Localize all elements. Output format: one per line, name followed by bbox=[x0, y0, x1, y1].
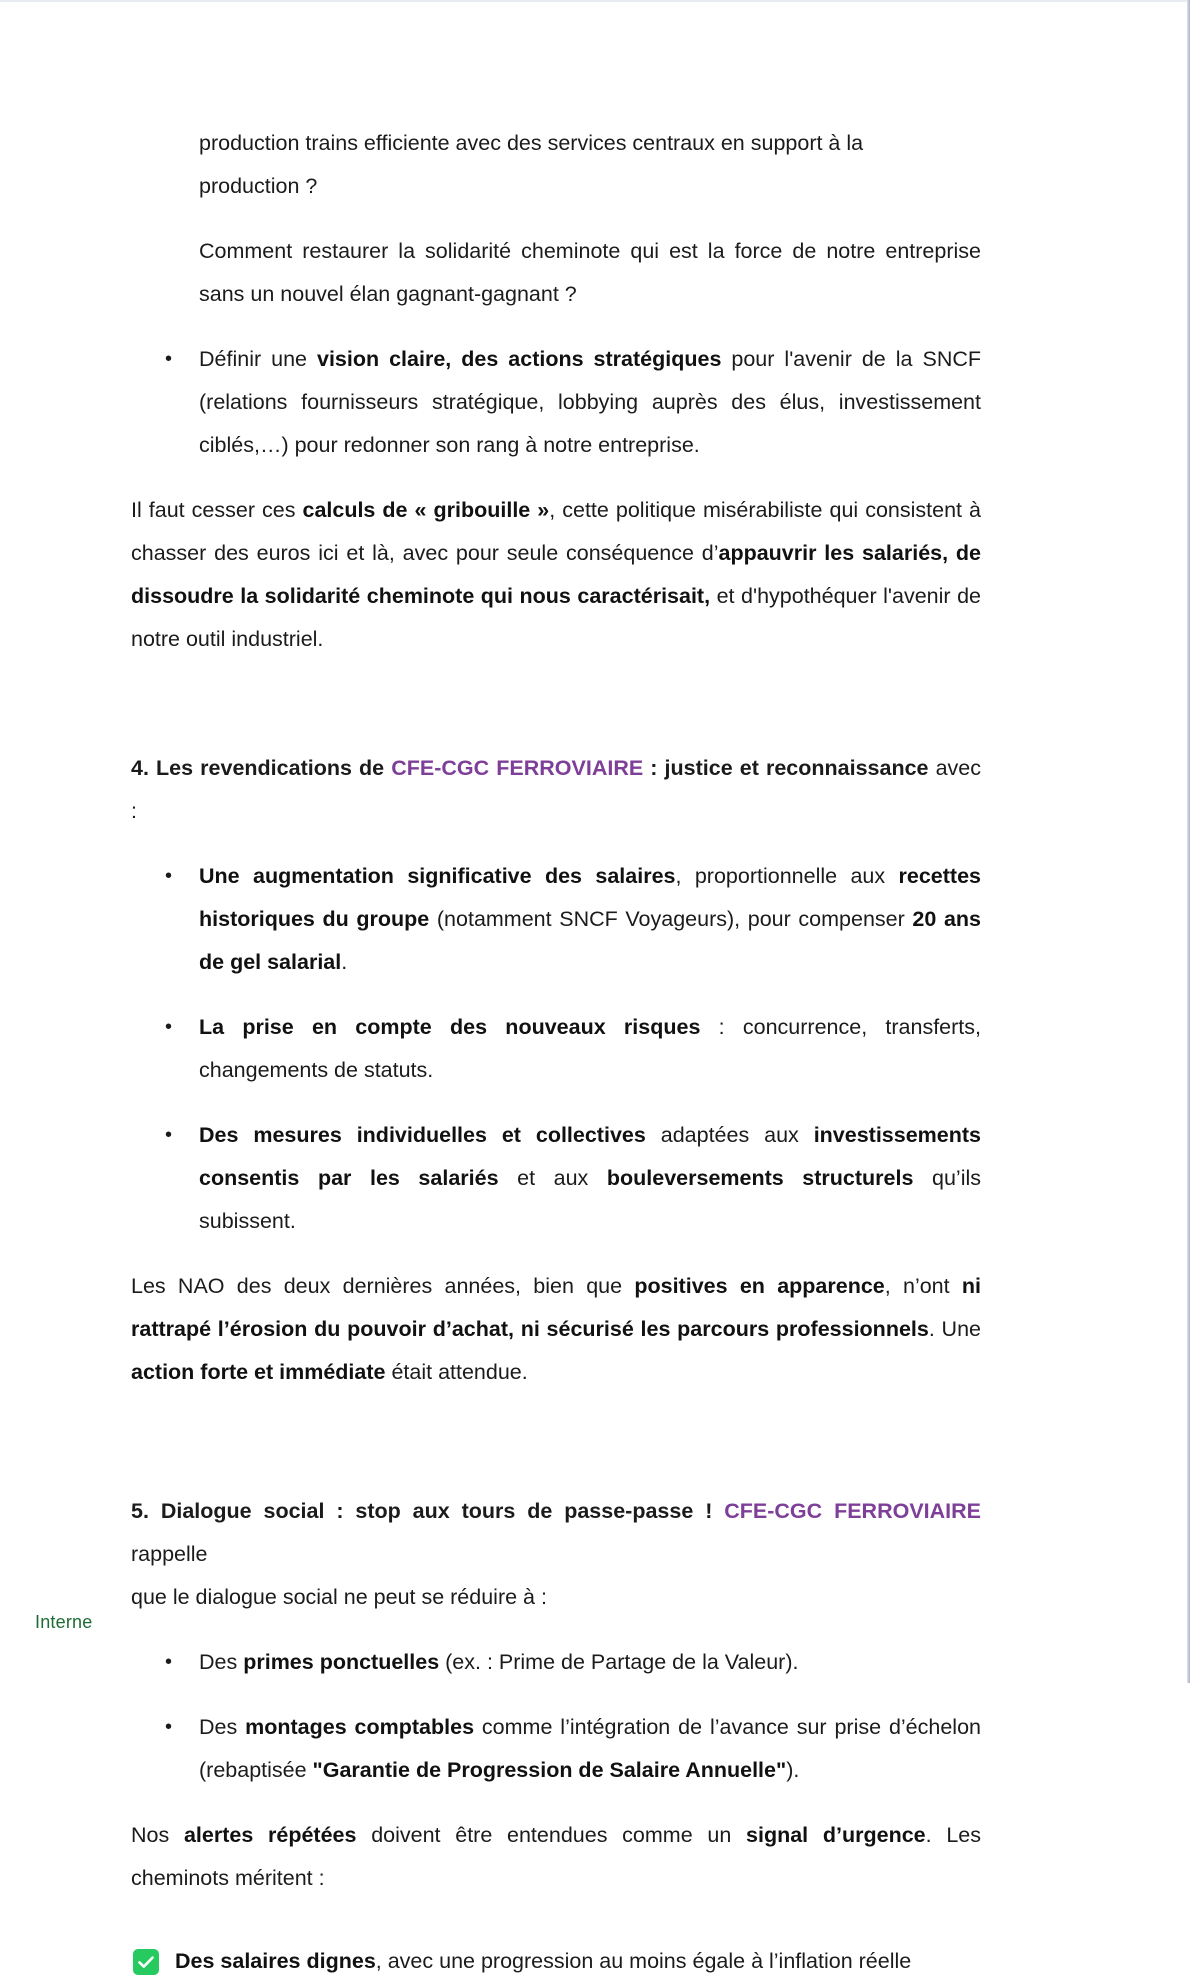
alertes-bold-2: signal d’urgence bbox=[746, 1823, 926, 1847]
s4-b2-rest: : concurrence, transferts, changements de statuts. bbox=[199, 1015, 981, 1082]
s4-b1-mid-1: , proportionnelle aux bbox=[675, 864, 899, 888]
question-1-line-1: production trains efficiente avec des services centraux en support à la bbox=[199, 131, 864, 155]
s5-b2-bold: montages comptables bbox=[245, 1715, 475, 1739]
bullet-dot-icon: • bbox=[165, 1016, 173, 1038]
list-item bbox=[131, 338, 981, 467]
s4-b3-bold-2: investissements consentis par les salariés bbox=[199, 1123, 981, 1190]
spacer bbox=[131, 1394, 981, 1490]
bullet-dot-icon: • bbox=[165, 1651, 173, 1673]
gribouille-bold-1: calculs de « gribouille » bbox=[302, 498, 550, 522]
paragraph-alertes bbox=[131, 1814, 981, 1900]
section-heading-5 bbox=[131, 1490, 981, 1619]
s4-b1-mid-2: (notamment SNCF Voyageurs), pour compenser bbox=[429, 907, 913, 931]
s5-b1-bold: primes ponctuelles bbox=[243, 1650, 440, 1674]
list-item bbox=[131, 1114, 981, 1243]
check-mark-icon bbox=[133, 1949, 159, 1975]
bullet-dot-icon: • bbox=[165, 1124, 173, 1146]
paragraph-gribouille bbox=[131, 489, 981, 661]
check-line-rest: , avec une progression au moins égale à l’inflation réelle bbox=[375, 1949, 912, 1973]
s4-b3-mid-1: adaptées aux bbox=[645, 1123, 814, 1147]
bullet-list-dialogue bbox=[131, 1641, 981, 1792]
heading-5-post: rappelle bbox=[131, 1542, 208, 1566]
question-block-2 bbox=[199, 230, 981, 316]
spacer bbox=[131, 1243, 981, 1265]
gribouille-text-1: Il faut cesser ces bbox=[131, 498, 303, 522]
question-1-line-2: production ? bbox=[199, 174, 318, 198]
nao-text-4: était attendue. bbox=[385, 1360, 528, 1384]
s4-b1-bold-3: 20 ans de gel salarial bbox=[199, 907, 981, 974]
heading-5-prefix: 5. Dialogue social : stop aux tours de passe-passe ! bbox=[131, 1499, 725, 1523]
s4-b1-bold-2: recettes historiques du groupe bbox=[199, 864, 981, 931]
gribouille-text-3: et d'hypothéquer l'avenir de notre outil industriel. bbox=[131, 584, 981, 651]
heading-4-bold-tail: : justice et reconnaissance bbox=[643, 756, 929, 780]
nao-bold-3: action forte et immédiate bbox=[131, 1360, 386, 1384]
checklist-item-salaires-dignes bbox=[131, 1940, 981, 1983]
s4-b3-end: qu’ils subissent. bbox=[199, 1166, 982, 1233]
s5-b2-end: ). bbox=[786, 1758, 800, 1782]
spacer bbox=[131, 467, 981, 489]
page-top-edge bbox=[0, 0, 1190, 2]
document-body bbox=[131, 122, 981, 1983]
spacer bbox=[131, 316, 981, 338]
paragraph-nao bbox=[131, 1265, 981, 1394]
bullet-dot-icon: • bbox=[165, 865, 173, 887]
spacer bbox=[131, 208, 981, 230]
question-1-paragraph bbox=[199, 122, 981, 208]
s5-b2-mid: comme l’intégration de l’avance sur prise d’échelon (rebaptisée bbox=[199, 1715, 981, 1782]
s4-b3-mid-2: et aux bbox=[498, 1166, 607, 1190]
s5-b2-bold-2: "Garantie de Progression de Salaire Annuelle" bbox=[312, 1758, 787, 1782]
bullet-vision-bold: vision claire, des actions stratégiques bbox=[316, 347, 722, 371]
spacer bbox=[131, 1619, 981, 1641]
alertes-text-2: doivent être entendues comme un bbox=[356, 1823, 747, 1847]
gribouille-text-2: , cette politique misérabiliste qui consistent à chasser des euros ici et là, avec pour seule conséquence d’ bbox=[131, 498, 981, 565]
alertes-text-3: . Les cheminots méritent : bbox=[131, 1823, 981, 1890]
spacer bbox=[131, 661, 981, 747]
s4-b3-bold-3: bouleversements structurels bbox=[606, 1166, 914, 1190]
list-item bbox=[131, 1006, 981, 1092]
spacer bbox=[131, 1900, 981, 1940]
bullet-vision-pre: Définir une bbox=[199, 347, 317, 371]
check-line-bold: Des salaires dignes bbox=[175, 1949, 376, 1973]
s5-b2-pre: Des bbox=[199, 1715, 246, 1739]
list-item bbox=[131, 855, 981, 984]
question-block-1 bbox=[199, 122, 981, 208]
spacer bbox=[131, 1792, 981, 1814]
s5-b1-post: (ex. : Prime de Partage de la Valeur). bbox=[439, 1650, 799, 1674]
spacer bbox=[131, 833, 981, 855]
bullet-list-revendications bbox=[131, 855, 981, 1243]
nao-bold-2: ni rattrapé l’érosion du pouvoir d’achat, ni sécurisé les parcours professionnels bbox=[131, 1274, 981, 1341]
s4-b1-end: . bbox=[341, 950, 348, 974]
brand-name-cfe-cgc: CFE-CGC FERROVIAIRE bbox=[391, 756, 644, 780]
s4-b3-bold-1: Des mesures individuelles et collectives bbox=[199, 1123, 646, 1147]
heading-5-line-2: que le dialogue social ne peut se réduire à : bbox=[131, 1585, 547, 1609]
section-heading-4 bbox=[131, 747, 981, 833]
s4-b1-bold-1: Une augmentation significative des salaires bbox=[199, 864, 676, 888]
heading-4-prefix: 4. Les revendications de bbox=[131, 756, 392, 780]
bullet-list-vision bbox=[131, 338, 981, 467]
list-item bbox=[131, 1641, 981, 1684]
list-item bbox=[131, 1706, 981, 1792]
nao-bold-1: positives en apparence bbox=[634, 1274, 885, 1298]
heading-4-regular-tail: avec : bbox=[131, 756, 982, 823]
nao-text-2: , n’ont bbox=[884, 1274, 962, 1298]
alertes-text-1: Nos bbox=[131, 1823, 184, 1847]
gribouille-bold-2: appauvrir les salariés, de dissoudre la solidarité cheminote qui nous caractérisait, bbox=[131, 541, 982, 608]
s4-b2-bold: La prise en compte des nouveaux risques bbox=[199, 1015, 701, 1039]
bullet-vision-post: pour l'avenir de la SNCF (relations fournisseurs stratégique, lobbying auprès des élus, investissement ciblés,…) pour redonner son rang à notre entreprise. bbox=[199, 347, 982, 457]
footer-classification-label: Interne bbox=[35, 1612, 93, 1632]
nao-text-1: Les NAO des deux dernières années, bien que bbox=[131, 1274, 635, 1298]
s5-b1-pre: Des bbox=[199, 1650, 244, 1674]
bullet-dot-icon: • bbox=[165, 1716, 173, 1738]
brand-name-cfe-cgc: CFE-CGC FERROVIAIRE bbox=[724, 1499, 982, 1523]
bullet-dot-icon: • bbox=[165, 348, 173, 370]
nao-text-3: . Une bbox=[928, 1317, 981, 1341]
question-2-paragraph: Comment restaurer la solidarité cheminote qui est la force de notre entreprise sans un nouvel élan gagnant-gagnant ? bbox=[199, 239, 981, 306]
alertes-bold-1: alertes répétées bbox=[183, 1823, 357, 1847]
